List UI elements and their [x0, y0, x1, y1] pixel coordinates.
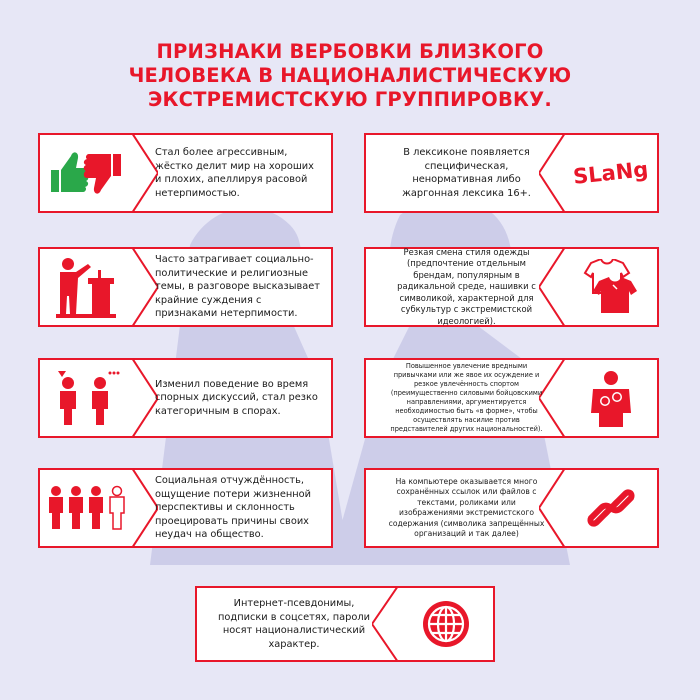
sign-card-politics	[38, 247, 333, 327]
card-text: Резкая смена стиля одежды (предпочтение отдельным брендам, популярным в радикальной среде, нашивки с символикой, характерной для субкультур с экстремистской идеологией).	[397, 246, 536, 326]
card-text: Изменил поведение во время спорных дискуссий, стал резко категоричным в спорах.	[155, 378, 318, 417]
fighter-icon	[565, 360, 657, 436]
card-text: Повышенное увлечение вредными привычками или же явое их осуждение и резкое увлечённость спортом (преимущественно силовыми бойцовскими направлениями, аргументируется необходимостью быть «в форме», чтобы осуществлять насилие против представителей других национальностей).	[390, 362, 543, 433]
sign-card-clothing	[364, 247, 659, 327]
title-line: ЧЕЛОВЕКА В НАЦИОНАЛИСТИЧЕСКУЮ	[128, 64, 572, 87]
title-line: ПРИЗНАКИ ВЕРБОВКИ БЛИЗКОГО	[156, 40, 544, 63]
chevron-divider	[372, 586, 398, 662]
title-line: ЭКСТРЕМИСТСКУЮ ГРУППИРОВКУ.	[148, 88, 552, 111]
card-text: Интернет-псевдонимы, подписки в соцсетях, пароли носят националистический характер.	[218, 598, 370, 650]
sign-card-internet	[195, 586, 495, 662]
sign-card-computer	[364, 468, 659, 548]
sign-card-aggression	[38, 133, 333, 213]
card-text: Социальная отчуждённость, ощущение потери жизненной перспективы и склонность проецировать причины своих неудач на общество.	[155, 475, 312, 541]
card-text: На компьютере оказывается много сохранённых ссылок или файлов с текстами, роликами или изображениями экстремистского содержания (символика запрещённых организаций и так далее)	[388, 476, 545, 538]
card-text: В лексиконе появляется специфическая, ненормативная либо жаргонная лексика 16+.	[402, 147, 531, 199]
sign-card-habits	[364, 358, 659, 438]
arguing-people-icon	[40, 360, 132, 436]
globe-icon	[398, 588, 493, 660]
speaker-podium-icon	[40, 249, 132, 325]
chain-link-icon	[565, 470, 657, 546]
page-title	[0, 40, 700, 112]
slang-icon	[565, 135, 657, 211]
group-outsider-icon	[40, 470, 132, 546]
card-text: Стал более агрессивным, жёстко делит мир на хороших и плохих, апеллируя расовой нетерпимостью.	[155, 147, 314, 199]
slang-icon-text: SLaNg	[572, 157, 650, 189]
sign-card-behavior	[38, 358, 333, 438]
sign-card-slang	[364, 133, 659, 213]
thumbs-up-down-icon	[40, 135, 132, 211]
card-text: Часто затрагивает социально-политические и религиозные темы, в разговоре высказывает крайние суждения с признаками нетерпимости.	[155, 254, 320, 320]
clothing-icon	[565, 249, 657, 325]
sign-card-alienation	[38, 468, 333, 548]
